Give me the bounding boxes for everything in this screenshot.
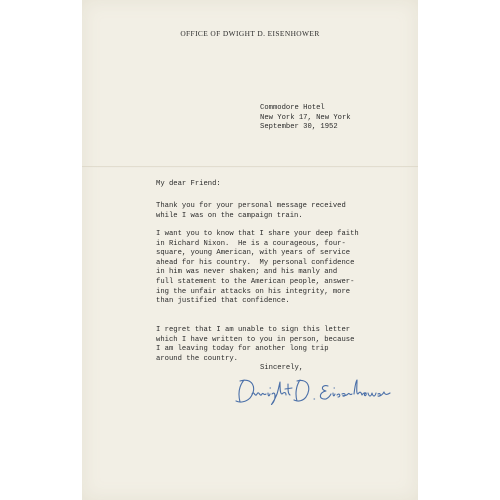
handwritten-signature bbox=[230, 372, 400, 408]
letter-date: September 30, 1952 bbox=[260, 123, 338, 132]
signature-text: Dwight D. Eisenhower bbox=[230, 407, 240, 408]
paragraph-line: in him was never shaken; and his manly and bbox=[156, 268, 338, 277]
paragraph-2 bbox=[156, 230, 359, 307]
paper-fold-crease bbox=[82, 166, 418, 168]
paragraph-line: ahead for his country. My personal confidence bbox=[156, 258, 355, 267]
letterhead: OFFICE OF DWIGHT D. EISENHOWER bbox=[180, 29, 320, 38]
paragraph-line: Thank you for your personal message received bbox=[156, 202, 346, 210]
paragraph-line: I am leaving today for another long trip bbox=[156, 345, 329, 354]
paragraph-line: I regret that I am unable to sign this letter bbox=[156, 326, 351, 334]
paragraph-line: ing the unfair attacks on his integrity, more bbox=[156, 287, 351, 296]
paragraph-line: while I was on the campaign train. bbox=[156, 211, 303, 220]
letter-paper bbox=[82, 0, 418, 500]
salutation: My dear Friend: bbox=[156, 180, 221, 188]
paragraph-line: square, young American, with years of service bbox=[156, 249, 351, 258]
paragraph-line: in Richard Nixon. He is a courageous, four- bbox=[156, 239, 346, 248]
paragraph-line: full statement to the American people, answer- bbox=[156, 277, 355, 286]
paragraph-line: I want you to know that I share your deep faith bbox=[156, 230, 359, 238]
paragraph-3 bbox=[156, 326, 354, 364]
address-line-2: New York 17, New York bbox=[260, 113, 351, 122]
paragraph-line: around the country. bbox=[156, 354, 238, 363]
paragraph-line: which I have written to you in person, because bbox=[156, 335, 355, 344]
paragraph-1 bbox=[156, 202, 346, 221]
sender-address bbox=[260, 104, 351, 133]
paragraph-line: than justified that confidence. bbox=[156, 297, 290, 306]
closing: Sincerely, bbox=[260, 364, 304, 372]
address-line-1: Commodore Hotel bbox=[260, 104, 325, 112]
